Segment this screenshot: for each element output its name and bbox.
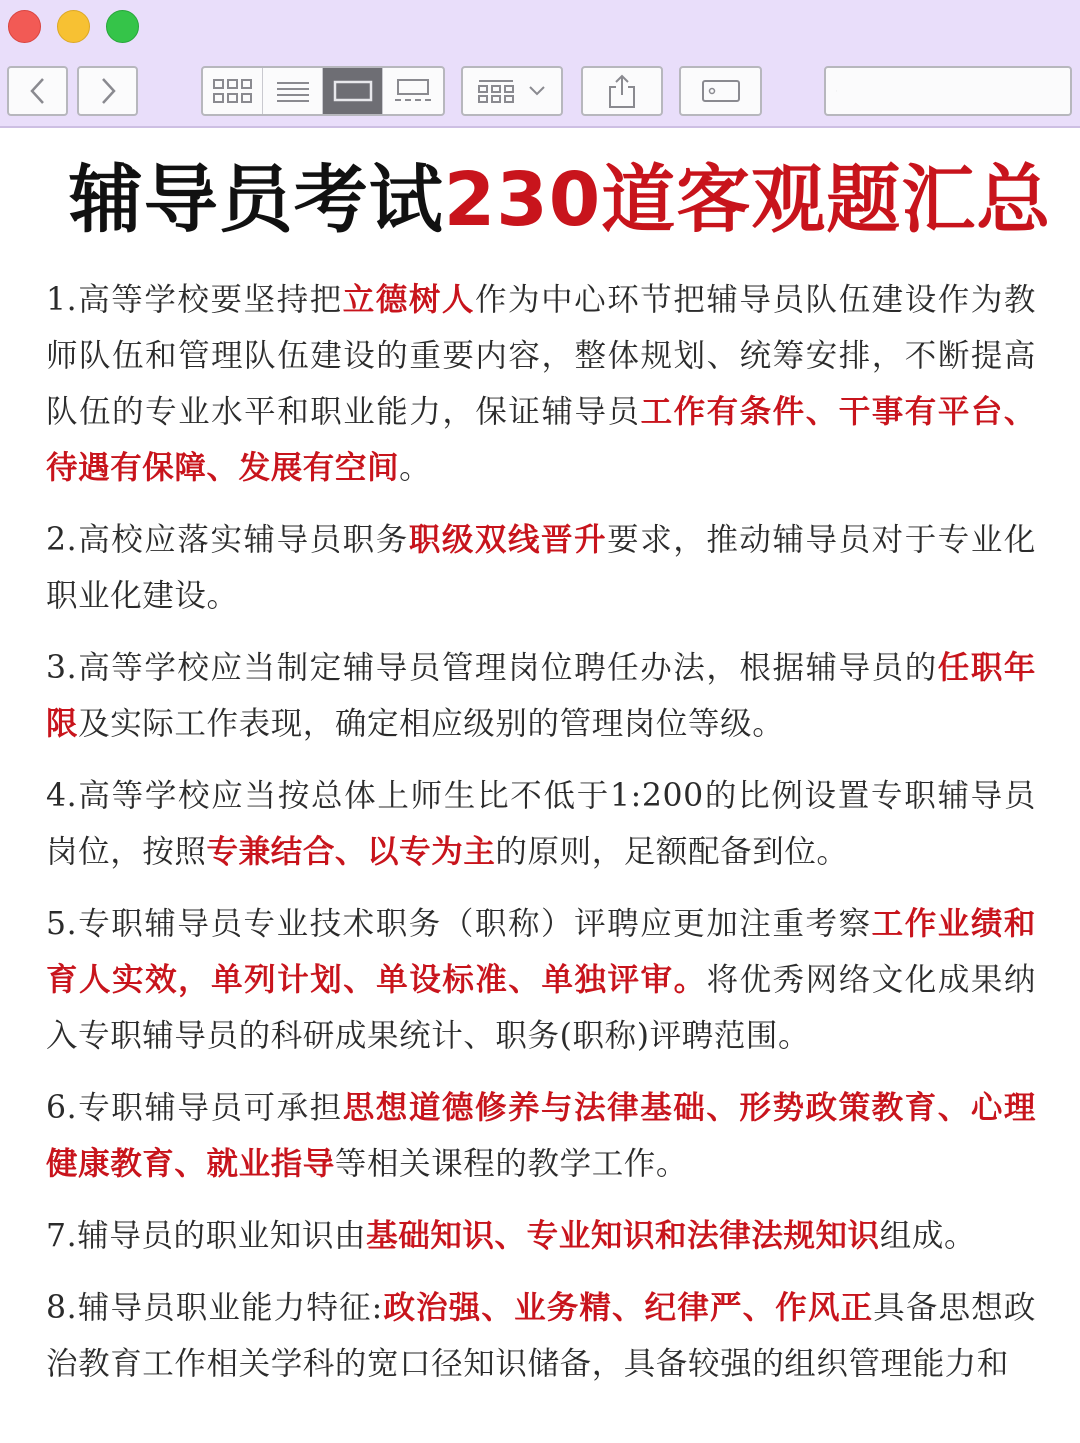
item-text: 1.高等学校要坚持把 — [46, 282, 343, 318]
title-part-red: 230道客观题汇总 — [443, 157, 1052, 243]
traffic-lights — [8, 10, 139, 43]
item-text: 8.辅导员职业能力特征: — [46, 1290, 383, 1326]
column-view-button[interactable] — [323, 68, 383, 114]
item-text: 5.专职辅导员专业技术职务（职称）评聘应更加注重考察 — [46, 906, 872, 942]
forward-button[interactable] — [77, 66, 138, 116]
icon-view-icon — [212, 78, 254, 104]
item-text: 要求，推动辅导员对于专业化职业化建设。 — [46, 522, 1036, 614]
highlighted-keyword: 职级双线晋升 — [408, 521, 608, 558]
question-list — [46, 272, 1036, 1408]
list-item — [46, 1080, 1036, 1192]
list-item — [46, 896, 1036, 1064]
list-item — [46, 768, 1036, 880]
chevron-left-icon — [26, 76, 50, 106]
item-text: 等相关课程的教学工作。 — [334, 1146, 689, 1182]
close-window-button[interactable] — [8, 10, 41, 43]
item-text: 作为中心环节把辅导员队伍建设作为教师队伍和管理队伍建设的重要内容，整体规划、统筹安排，不断提高队伍的专业水平和职业能力，保证辅导员 — [46, 282, 1037, 430]
list-view-button[interactable] — [263, 68, 323, 114]
gallery-view-icon — [393, 78, 433, 104]
highlighted-keyword: 工作业绩和育人实效，单列计划、单设标准、单独评审。 — [46, 905, 1036, 998]
column-view-icon — [333, 79, 373, 103]
view-mode-switcher — [201, 66, 445, 116]
list-item — [46, 1280, 1036, 1392]
list-item — [46, 272, 1036, 496]
list-item — [46, 512, 1036, 624]
chevron-down-icon — [527, 84, 547, 98]
highlighted-keyword: 任职年限 — [46, 649, 1036, 742]
list-item — [46, 1208, 1036, 1264]
chevron-right-icon — [96, 76, 120, 106]
group-by-icon — [477, 78, 517, 104]
back-button[interactable] — [7, 66, 68, 116]
highlighted-keyword: 专兼结合、以专为主 — [206, 833, 496, 870]
item-text: 。 — [399, 450, 432, 486]
item-text: 将优秀网络文化成果纳入专职辅导员的科研成果统计、职务(职称)评聘范围。 — [46, 962, 1036, 1054]
item-text: 的原则，足额配备到位。 — [495, 834, 849, 870]
list-item — [46, 640, 1036, 752]
item-text: 组成。 — [879, 1218, 977, 1254]
share-button[interactable] — [581, 66, 663, 116]
tag-icon — [701, 78, 741, 104]
tag-button[interactable] — [679, 66, 762, 116]
gallery-view-button[interactable] — [383, 68, 443, 114]
group-by-button[interactable] — [461, 66, 563, 116]
highlighted-keyword: 工作有条件、干事有平台、待遇有保障、发展有空间 — [46, 393, 1036, 486]
title-part-black: 辅导员考试 — [68, 157, 444, 243]
window-toolbar — [0, 0, 1080, 128]
search-icon — [836, 76, 837, 106]
search-field[interactable] — [824, 66, 1072, 116]
page-title — [0, 150, 1080, 250]
highlighted-keyword: 立德树人 — [342, 281, 475, 318]
item-text: 及实际工作表现，确定相应级别的管理岗位等级。 — [78, 706, 785, 742]
zoom-window-button[interactable] — [106, 10, 139, 43]
item-text: 7.辅导员的职业知识由 — [46, 1218, 367, 1254]
highlighted-keyword: 基础知识、专业知识和法律法规知识 — [366, 1217, 880, 1254]
search-input[interactable] — [845, 68, 1070, 114]
share-icon — [607, 73, 637, 109]
highlighted-keyword: 政治强、业务精、纪律严、作风正 — [382, 1289, 874, 1326]
icon-view-button[interactable] — [203, 68, 263, 114]
item-text: 3.高等学校应当制定辅导员管理岗位聘任办法，根据辅导员的 — [46, 650, 938, 686]
item-text: 4.高等学校应当按总体上师生比不低于1:200的比例设置专职辅导员岗位，按照 — [46, 778, 1036, 870]
item-text: 具备思想政治教育工作相关学科的宽口径知识储备，具备较强的组织管理能力和 — [46, 1290, 1036, 1382]
highlighted-keyword: 思想道德修养与法律基础、形势政策教育、心理健康教育、就业指导 — [46, 1089, 1036, 1182]
item-text: 6.专职辅导员可承担 — [46, 1090, 343, 1126]
item-text: 2.高校应落实辅导员职务 — [46, 522, 409, 558]
minimize-window-button[interactable] — [57, 10, 90, 43]
list-view-icon — [275, 79, 311, 103]
